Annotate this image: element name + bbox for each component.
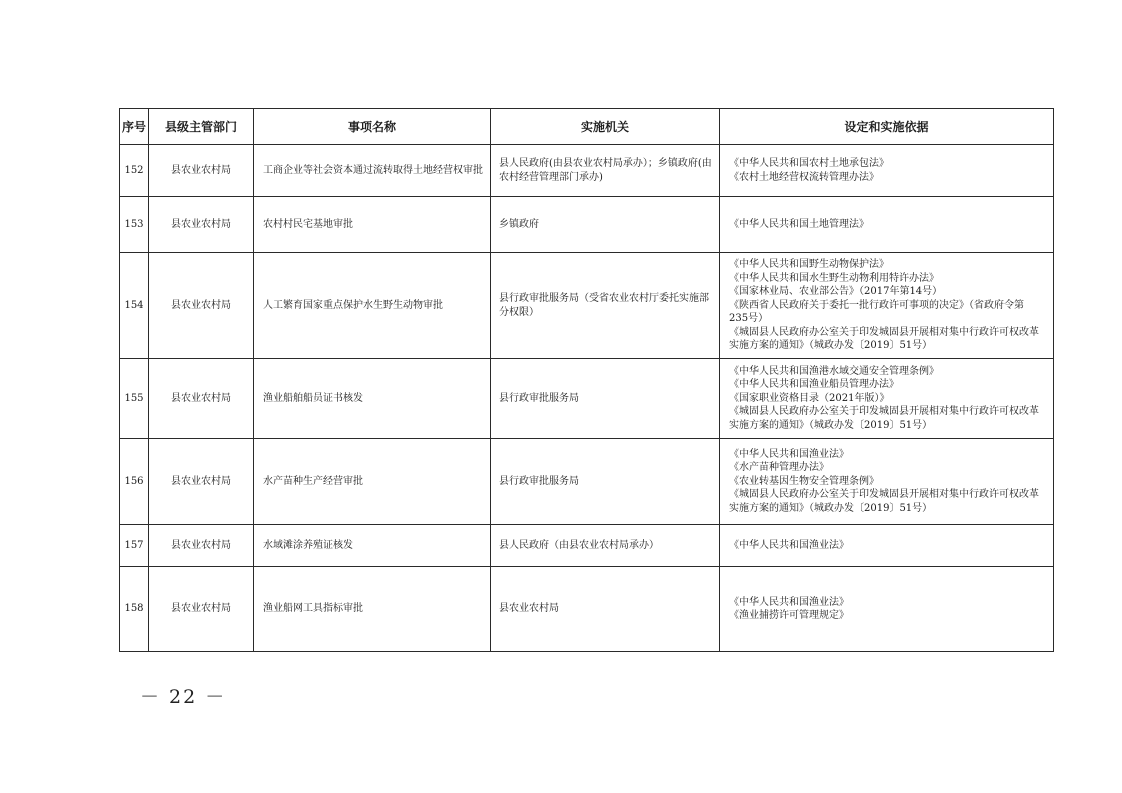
row-index: 153 xyxy=(120,197,149,253)
table-row xyxy=(120,145,1054,197)
row-index: 156 xyxy=(120,439,149,525)
table-row xyxy=(120,525,1054,567)
basis-line: 《国家林业局、农业部公告》（2017年第14号） xyxy=(729,286,943,298)
basis-line: 《城固县人民政府办公室关于印发城固县开展相对集中行政许可权改革实施方案的通知》（城政办发〔2019〕51号） xyxy=(729,406,1039,431)
row-item-name: 渔业船舶船员证书核发 xyxy=(254,359,491,439)
row-org: 县人民政府（由县农业农村局承办） xyxy=(491,525,720,567)
row-dept: 县农业农村局 xyxy=(149,145,254,197)
row-basis xyxy=(720,525,1054,567)
row-org: 县人民政府(由县农业农村局承办）；乡镇政府(由农村经营管理部门承办) xyxy=(491,145,720,197)
row-index: 158 xyxy=(120,567,149,652)
basis-line: 《中华人民共和国渔业法》 xyxy=(729,596,849,608)
header-dept: 县级主管部门 xyxy=(149,109,254,145)
row-item-name: 工商企业等社会资本通过流转取得土地经营权审批 xyxy=(254,145,491,197)
row-item-name: 农村村民宅基地审批 xyxy=(254,197,491,253)
row-dept: 县农业农村局 xyxy=(149,197,254,253)
header-org: 实施机关 xyxy=(491,109,720,145)
row-dept: 县农业农村局 xyxy=(149,439,254,525)
basis-line: 《城固县人民政府办公室关于印发城固县开展相对集中行政许可权改革实施方案的通知》（城政办发〔2019〕51号） xyxy=(729,326,1039,352)
basis-line: 《中华人民共和国水生野生动物利用特许办法》 xyxy=(729,272,939,284)
row-org: 县行政审批服务局 xyxy=(491,359,720,439)
table-row xyxy=(120,253,1054,359)
row-index: 157 xyxy=(120,525,149,567)
basis-line: 《城固县人民政府办公室关于印发城固县开展相对集中行政许可权改革实施方案的通知》（城政办发〔2019〕51号） xyxy=(729,489,1039,514)
table-header-row xyxy=(120,109,1054,145)
row-index: 155 xyxy=(120,359,149,439)
basis-line: 《陕西省人民政府关于委托一批行政许可事项的决定》（省政府令第235号） xyxy=(729,299,1024,325)
header-basis: 设定和实施依据 xyxy=(720,109,1054,145)
basis-line: 《中华人民共和国渔业法》 xyxy=(729,448,849,460)
row-dept: 县农业农村局 xyxy=(149,567,254,652)
page-number: － 22 － xyxy=(140,686,227,708)
row-basis xyxy=(720,253,1054,359)
header-name: 事项名称 xyxy=(254,109,491,145)
basis-line: 《中华人民共和国渔业船员管理办法》 xyxy=(729,379,899,391)
row-dept: 县农业农村局 xyxy=(149,253,254,359)
row-basis xyxy=(720,439,1054,525)
basis-line: 《中华人民共和国野生动物保护法》 xyxy=(729,259,889,271)
row-item-name: 渔业船网工具指标审批 xyxy=(254,567,491,652)
basis-line: 《中华人民共和国渔业法》 xyxy=(729,539,849,551)
row-dept: 县农业农村局 xyxy=(149,525,254,567)
row-index: 154 xyxy=(120,253,149,359)
row-basis xyxy=(720,145,1054,197)
table-row xyxy=(120,359,1054,439)
row-item-name: 水产苗种生产经营审批 xyxy=(254,439,491,525)
row-org: 县行政审批服务局 xyxy=(491,439,720,525)
basis-line: 《中华人民共和国农村土地承包法》 xyxy=(729,158,889,169)
table-row xyxy=(120,439,1054,525)
row-item-name: 人工繁育国家重点保护水生野生动物审批 xyxy=(254,253,491,359)
approval-items-table xyxy=(119,108,1054,652)
basis-line: 《渔业捕捞许可管理规定》 xyxy=(729,610,849,621)
row-org: 县农业农村局 xyxy=(491,567,720,652)
table-row xyxy=(120,567,1054,652)
row-basis xyxy=(720,359,1054,439)
table-row xyxy=(120,197,1054,253)
row-index: 152 xyxy=(120,145,149,197)
basis-line: 《中华人民共和国渔港水域交通安全管理条例》 xyxy=(729,365,939,377)
basis-line: 《水产苗种管理办法》 xyxy=(729,462,829,474)
row-basis xyxy=(720,197,1054,253)
row-org: 县行政审批服务局（受省农业农村厅委托实施部分权限） xyxy=(491,253,720,359)
basis-line: 《国家职业资格目录（2021年版）》 xyxy=(729,392,890,404)
basis-line: 《农业转基因生物安全管理条例》 xyxy=(729,475,879,487)
header-index: 序号 xyxy=(120,109,149,145)
row-org: 乡镇政府 xyxy=(491,197,720,253)
basis-line: 《农村土地经营权流转管理办法》 xyxy=(729,171,879,183)
row-dept: 县农业农村局 xyxy=(149,359,254,439)
row-item-name: 水域滩涂养殖证核发 xyxy=(254,525,491,567)
basis-line: 《中华人民共和国土地管理法》 xyxy=(729,218,869,230)
row-basis xyxy=(720,567,1054,652)
